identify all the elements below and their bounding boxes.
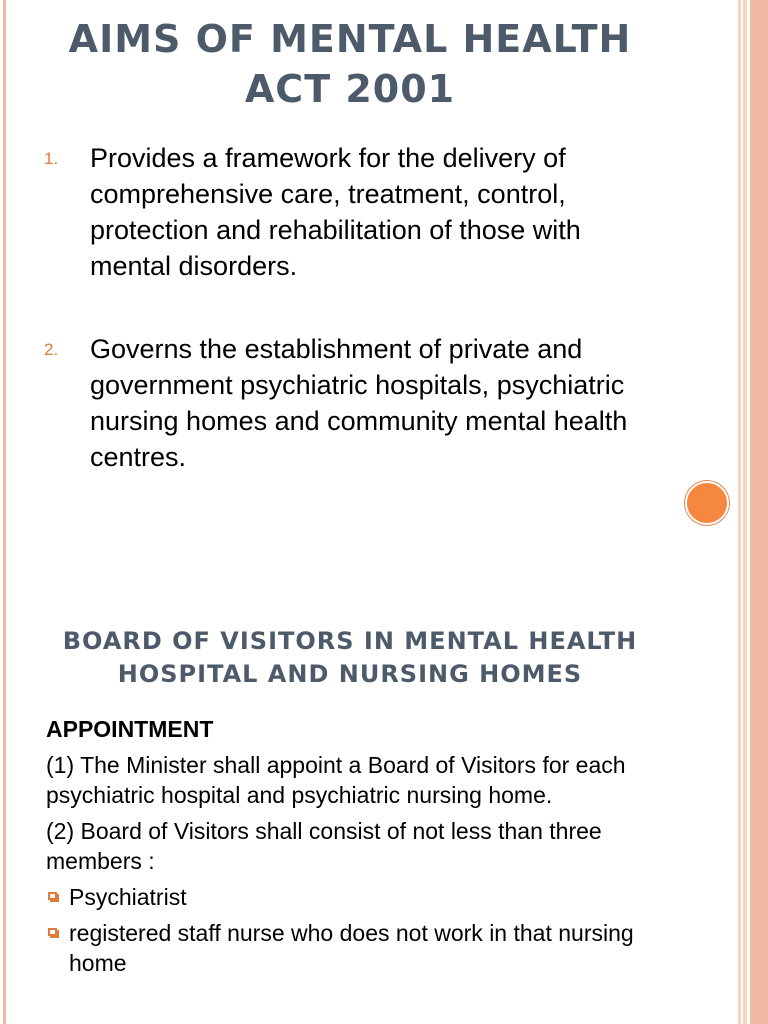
paragraph: (2) Board of Visitors shall consist of not less than three members : — [46, 818, 602, 874]
list-item — [44, 140, 664, 284]
right-stripe-thin — [738, 0, 741, 580]
list-item — [46, 882, 646, 912]
right-stripe-wide — [750, 580, 768, 1024]
list-item — [46, 918, 646, 978]
list-number: 1. — [44, 149, 59, 168]
right-stripe-medium — [743, 580, 747, 1024]
left-accent-line — [3, 0, 6, 580]
square-bullet-icon — [48, 928, 57, 936]
list-item-text: Psychiatrist — [69, 884, 187, 910]
aims-list — [44, 140, 664, 475]
right-stripe-thin — [738, 580, 741, 1024]
left-accent-line — [3, 580, 6, 1024]
list-item-text: registered staff nurse who does not work in that nursing home — [69, 920, 634, 976]
slide-title: BOARD OF VISITORS IN MENTAL HEALTH HOSPITAL AND NURSING HOMES — [62, 627, 638, 688]
right-stripe-medium — [743, 0, 747, 580]
list-item — [44, 331, 664, 475]
slide-board-of-visitors — [0, 580, 768, 1024]
decorative-circle — [685, 481, 729, 525]
square-bullet-icon — [48, 892, 57, 900]
list-number: 2. — [44, 340, 59, 359]
list-item-text: Governs the establishment of private and government psychiatric hospitals, psychiatric nursing homes and community mental health centres. — [90, 334, 628, 472]
slide-body — [46, 714, 646, 984]
section-subheading: APPOINTMENT — [46, 716, 214, 742]
slide-title: AIMS OF MENTAL HEALTH ACT 2001 — [68, 17, 632, 111]
right-stripe-wide — [750, 0, 768, 580]
member-list — [46, 882, 646, 978]
paragraph: (1) The Minister shall appoint a Board of Visitors for each psychiatric hospital and psychiatric nursing home. — [46, 752, 626, 808]
list-item-text: Provides a framework for the delivery of comprehensive care, treatment, control, protection and rehabilitation of those with mental disorders. — [90, 143, 581, 281]
